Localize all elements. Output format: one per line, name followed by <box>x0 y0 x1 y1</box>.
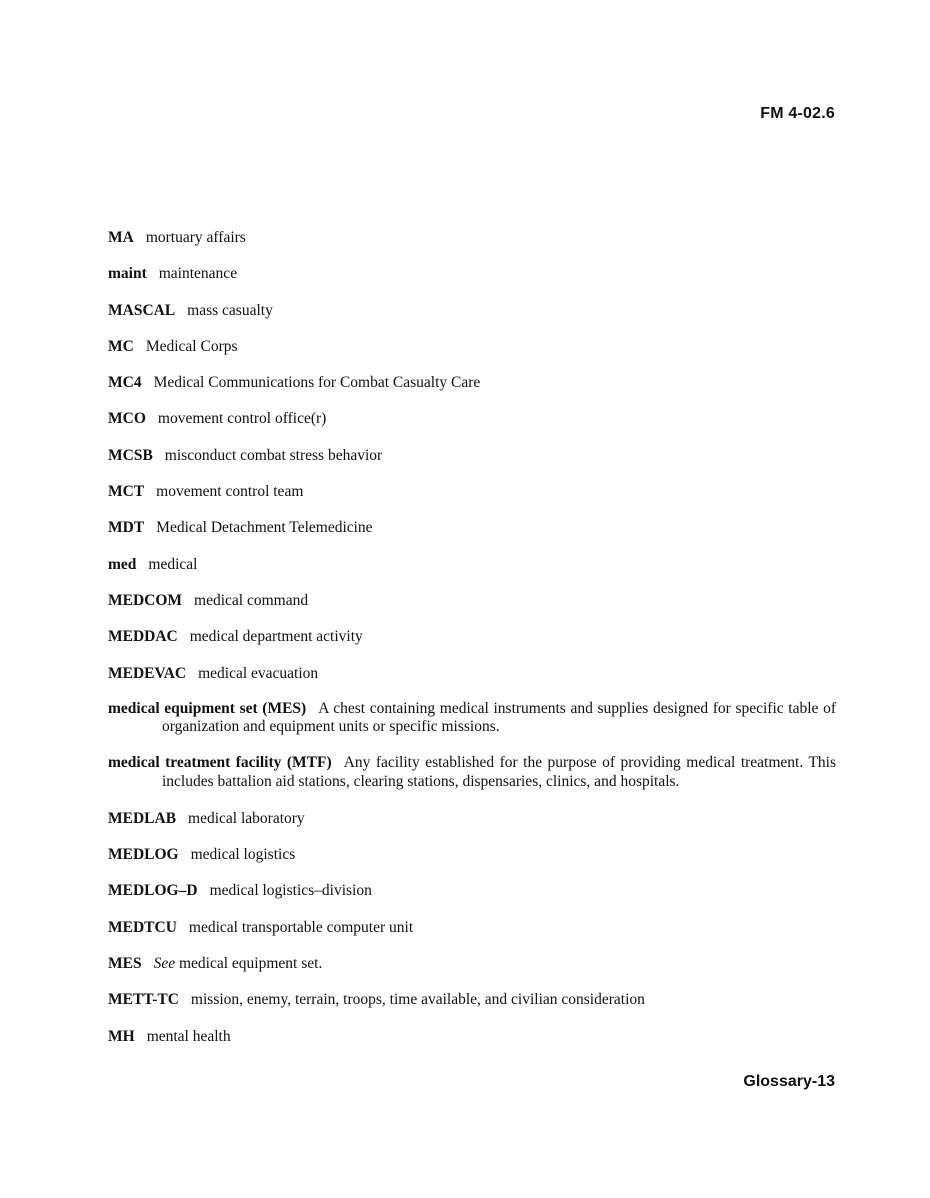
glossary-entry <box>108 373 836 409</box>
glossary-entry <box>108 1027 836 1063</box>
glossary-definition: medical command <box>194 591 309 609</box>
glossary-term: MCT <box>108 483 145 501</box>
glossary-definition: medical <box>148 555 198 573</box>
glossary-definition: medical logistics–division <box>209 882 372 900</box>
glossary-definition: medical logistics <box>190 846 296 864</box>
document-id-header: FM 4-02.6 <box>760 105 835 122</box>
glossary-term: MASCAL <box>108 301 176 319</box>
page-number-footer: Glossary-13 <box>743 1073 835 1090</box>
glossary-definition: misconduct combat stress behavior <box>164 446 383 464</box>
glossary-definition: Medical Corps <box>145 337 238 355</box>
glossary-list <box>108 228 836 1063</box>
glossary-entry <box>108 881 836 917</box>
glossary-term: MCO <box>108 410 146 428</box>
glossary-term: MH <box>108 1027 135 1045</box>
glossary-term: MDT <box>108 519 145 537</box>
glossary-definition: mass casualty <box>187 301 273 319</box>
glossary-term: MEDEVAC <box>108 664 187 682</box>
glossary-definition: mortuary affairs <box>145 229 246 246</box>
glossary-definition: mission, enemy, terrain, troops, time available, and civilian consideration <box>190 991 645 1009</box>
glossary-entry <box>108 754 836 809</box>
glossary-definition <box>154 955 323 972</box>
glossary-entry <box>108 337 836 373</box>
glossary-term: MEDLAB <box>108 809 177 827</box>
glossary-entry <box>108 228 836 264</box>
glossary-entry <box>108 518 836 554</box>
glossary-definition: medical department activity <box>189 628 363 646</box>
glossary-term: METT-TC <box>108 991 179 1009</box>
glossary-entry <box>108 627 836 663</box>
glossary-term: MCSB <box>108 446 153 464</box>
glossary-term: MC4 <box>108 374 142 392</box>
glossary-definition: movement control office(r) <box>157 410 327 428</box>
see-reference: See <box>153 955 176 973</box>
glossary-entry <box>108 409 836 445</box>
glossary-entry <box>108 482 836 518</box>
glossary-term: med <box>108 555 137 573</box>
glossary-entry <box>108 664 836 700</box>
glossary-term: MC <box>108 337 134 355</box>
glossary-term: medical equipment set (MES) <box>108 699 307 717</box>
glossary-definition: medical evacuation <box>198 664 319 682</box>
glossary-term: MEDLOG <box>108 846 179 864</box>
glossary-entry <box>108 446 836 482</box>
glossary-entry <box>108 700 836 755</box>
glossary-definition: mental health <box>146 1027 231 1045</box>
glossary-entry <box>108 990 836 1026</box>
glossary-term: MEDCOM <box>108 591 183 609</box>
glossary-term: MES <box>108 955 142 973</box>
glossary-term: MA <box>108 229 134 246</box>
glossary-entry <box>108 591 836 627</box>
glossary-definition: Medical Detachment Telemedicine <box>156 519 373 537</box>
glossary-entry <box>108 954 836 990</box>
glossary-term: MEDLOG–D <box>108 882 198 900</box>
glossary-definition: maintenance <box>158 265 238 283</box>
glossary-term: maint <box>108 265 147 283</box>
glossary-entry <box>108 809 836 845</box>
cross-reference-target: medical equipment set. <box>178 955 323 973</box>
glossary-entry <box>108 301 836 337</box>
glossary-definition: A chest containing medical instruments and supplies designed for specific table of organization and equipment units or specific missions. <box>162 699 836 736</box>
glossary-term: MEDTCU <box>108 918 177 936</box>
glossary-definition: movement control team <box>156 483 304 501</box>
glossary-definition: Any facility established for the purpose of providing medical treatment. This includes battalion aid stations, clearing stations, dispensaries, clinics, and hospitals. <box>162 754 836 790</box>
glossary-term: medical treatment facility (MTF) <box>108 754 332 772</box>
glossary-definition: Medical Communications for Combat Casualty Care <box>153 374 481 392</box>
glossary-entry <box>108 555 836 591</box>
glossary-entry <box>108 845 836 881</box>
glossary-definition: medical laboratory <box>188 809 305 827</box>
glossary-definition: medical transportable computer unit <box>188 918 414 936</box>
glossary-entry <box>108 264 836 300</box>
glossary-term: MEDDAC <box>108 628 178 646</box>
glossary-entry <box>108 918 836 954</box>
